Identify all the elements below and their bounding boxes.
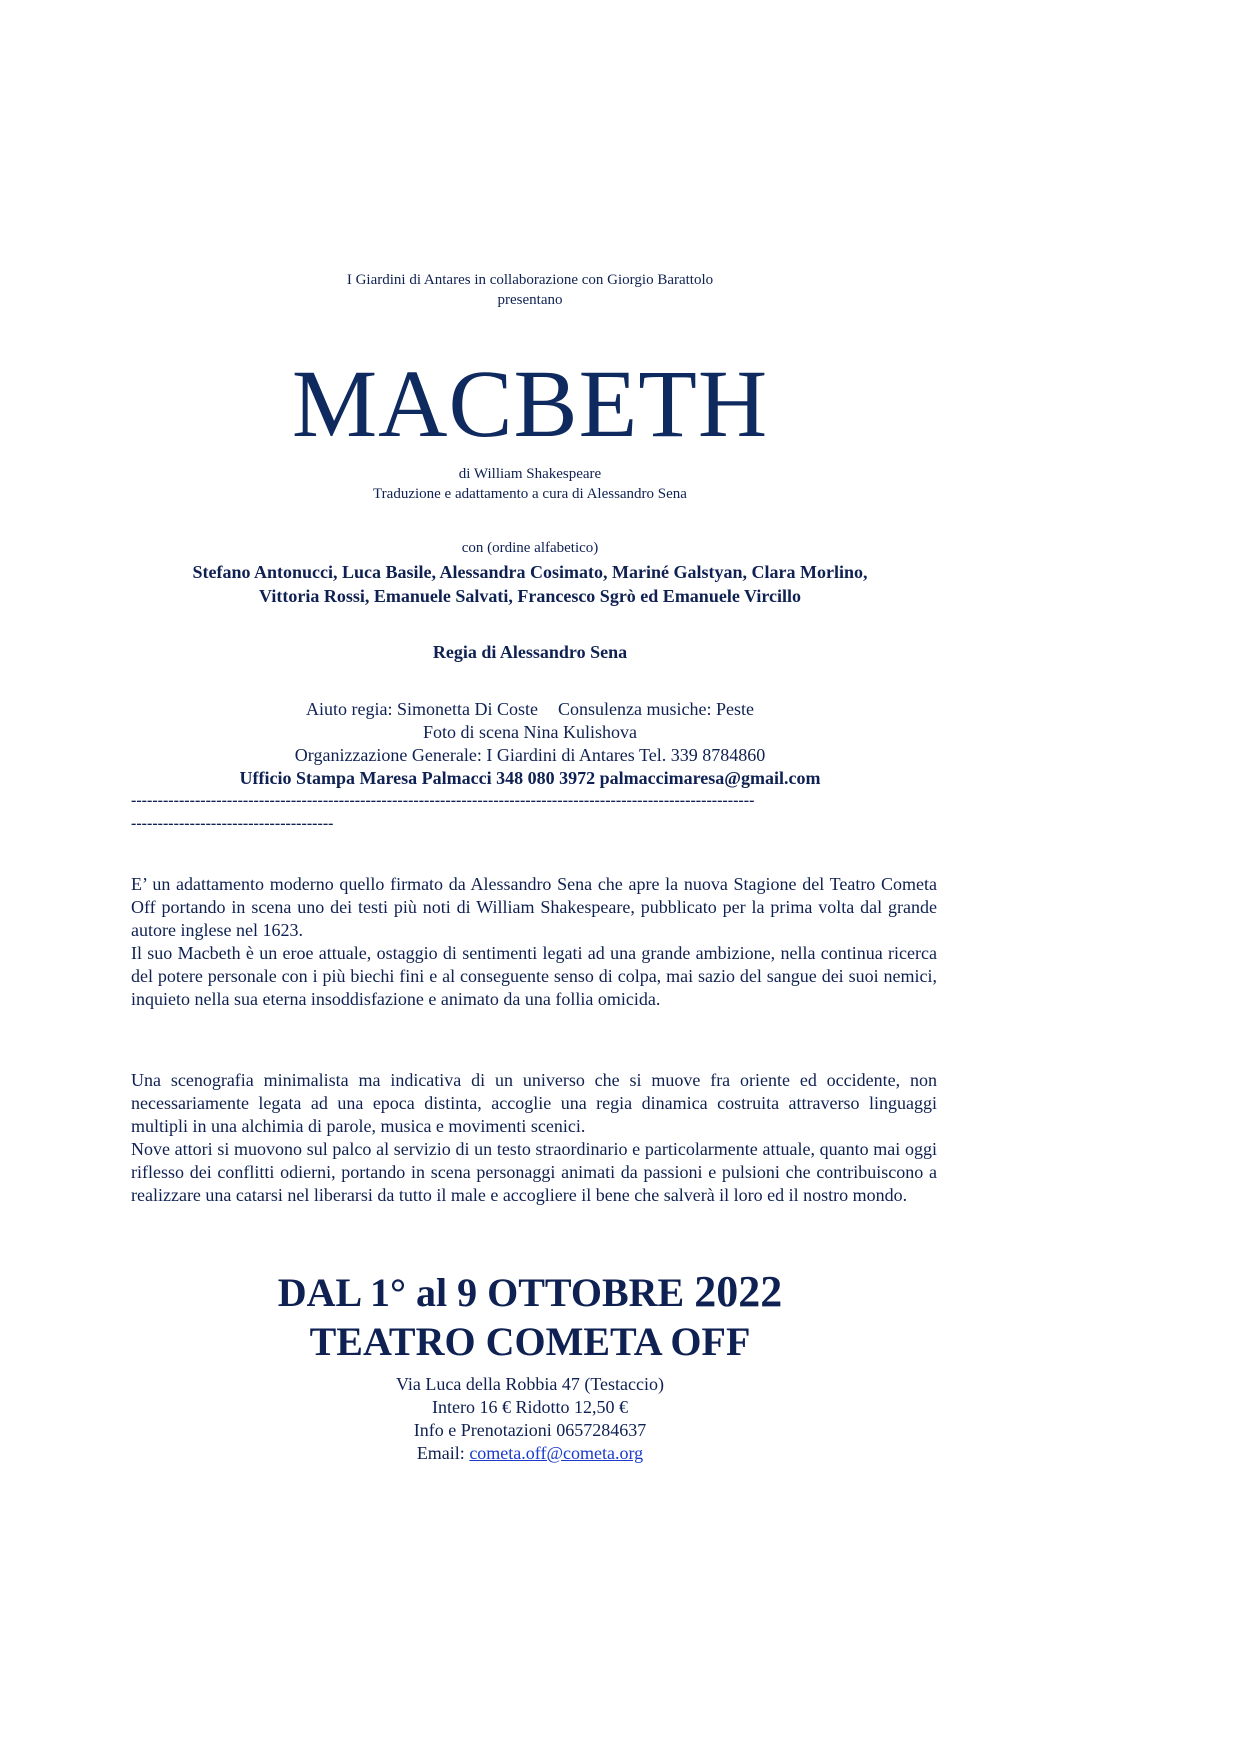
presents-line: presentano: [497, 292, 563, 308]
play-title: MACBETH: [291, 350, 769, 457]
direction-line: Regia di Alessandro Sena: [432, 642, 628, 662]
cast-line-2: Vittoria Rossi, Emanuele Salvati, Francesco Sgrò ed Emanuele Vircillo: [259, 586, 801, 606]
separator-line-2: --------------------------------------: [131, 815, 334, 832]
booking-info: Info e Prenotazioni 0657284637: [413, 1420, 647, 1440]
event-dates: [0, 1268, 1060, 1317]
author-line: di William Shakespeare: [458, 466, 602, 482]
photo-credit: Foto di scena Nina Kulishova: [423, 722, 637, 742]
organization-credit: Organizzazione Generale: I Giardini di Antares Tel. 339 8784860: [294, 745, 766, 765]
paragraph-2: Il suo Macbeth è un eroe attuale, ostaggio di sentimenti legati ad una grande ambizione, nella continua ricerca del potere personale con i più biechi fini e al conseguente senso di colpa, mai sazio del sangue dei suoi nemici, inquieto nella sua eterna insoddisfazione e animato da una follia omicida.: [131, 943, 937, 1009]
cast-line-1: Stefano Antonucci, Luca Basile, Alessandra Cosimato, Mariné Galstyan, Clara Morlino,: [192, 562, 868, 582]
paragraph-3: Una scenografia minimalista ma indicativa di un universo che si muove fra oriente ed occidente, non necessariamente legata ad una epoca distinta, accoglie una regia dinamica costruita attraverso linguaggi multipli in una alchimia di parole, musica e movimenti scenici.: [131, 1070, 937, 1136]
producers-line: I Giardini di Antares in collaborazione con Giorgio Barattolo: [346, 272, 714, 288]
event-date-range: DAL 1° al 9 OTTOBRE: [277, 1270, 685, 1315]
credits-row-1: [0, 698, 1060, 721]
separator-line-1: ---------------------------------------------------------------------------------------------------------------------: [131, 792, 755, 809]
email-label: Email:: [416, 1443, 465, 1463]
assistant-director: Aiuto regia: Simonetta Di Coste: [306, 699, 538, 719]
email-link[interactable]: cometa.off@cometa.org: [469, 1443, 644, 1463]
venue-address: Via Luca della Robbia 47 (Testaccio): [395, 1374, 665, 1394]
event-venue: TEATRO COMETA OFF: [309, 1319, 751, 1364]
paragraph-4: Nove attori si muovono sul palco al servizio di un testo straordinario e particolarmente attuale, quanto mai oggi riflesso dei conflitti odierni, portando in scena personaggi animati da passioni e pulsioni che contribuiscono a realizzare una catarsi nel liberarsi da tutto il male e accogliere il bene che salverà il loro ed il nostro mondo.: [131, 1139, 937, 1205]
body-block-1: [131, 873, 937, 1011]
ticket-prices: Intero 16 € Ridotto 12,50 €: [432, 1397, 628, 1417]
cast-intro: con (ordine alfabetico): [461, 540, 599, 556]
event-year: 2022: [694, 1267, 783, 1316]
translation-line: Traduzione e adattamento a cura di Alessandro Sena: [373, 486, 687, 502]
email-row: [0, 1442, 1060, 1465]
body-block-2: [131, 1069, 937, 1207]
paragraph-1: E’ un adattamento moderno quello firmato da Alessandro Sena che apre la nuova Stagione del Teatro Cometa Off portando in scena uno dei testi più noti di William Shakespeare, pubblicato per la prima volta dal grande autore inglese nel 1623.: [131, 874, 937, 940]
music-consultant: Consulenza musiche: Peste: [558, 699, 754, 719]
press-office: Ufficio Stampa Maresa Palmacci 348 080 3972 palmaccimaresa@gmail.com: [239, 768, 821, 788]
